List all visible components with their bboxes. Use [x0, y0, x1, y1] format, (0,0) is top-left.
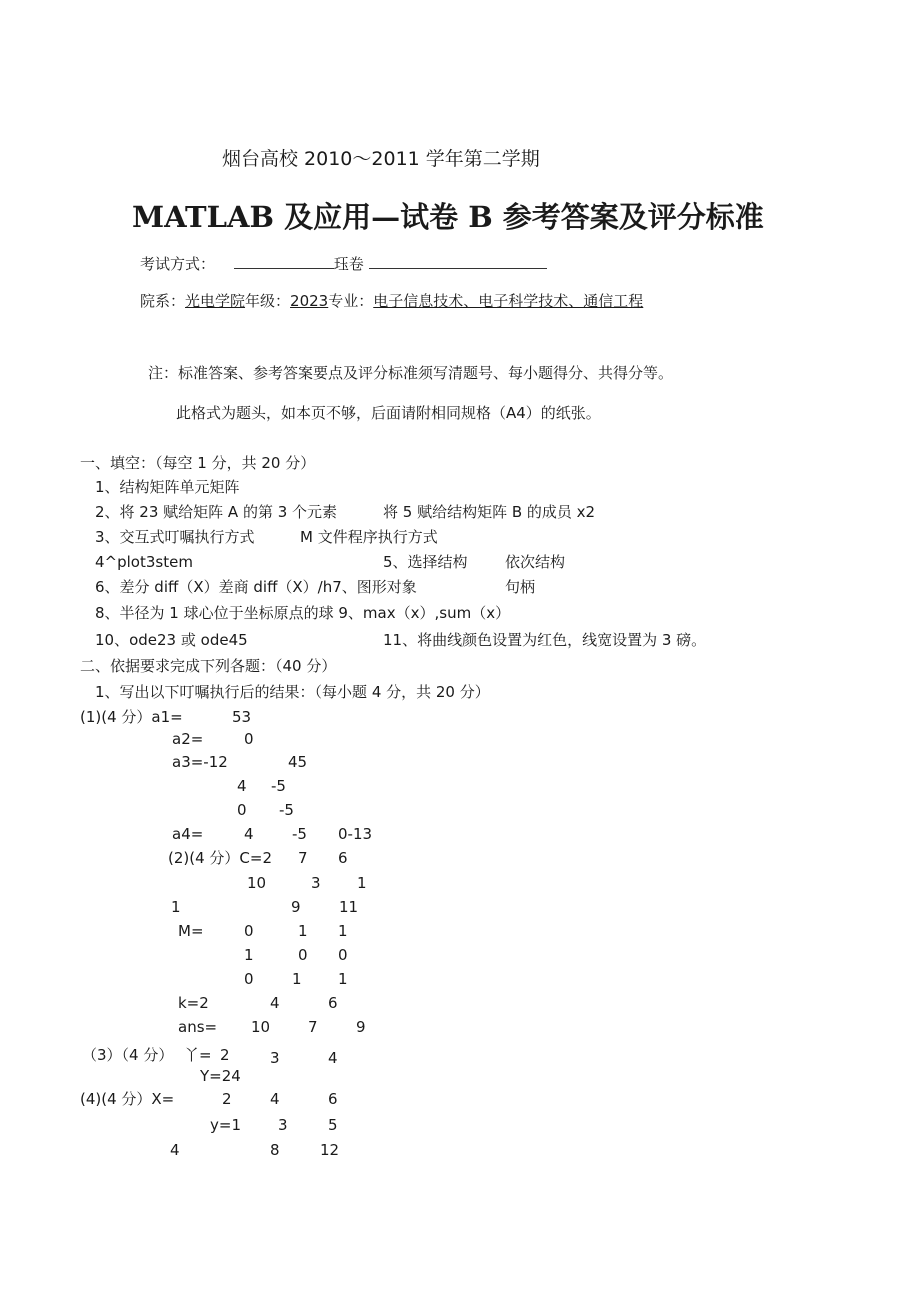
q2-k-label: k=2: [178, 994, 209, 1012]
q3-label: （3）（4 分）: [82, 1046, 174, 1064]
s1-line-7b: 11、将曲线颜色设置为红色，线宽设置为 3 磅。: [383, 631, 707, 649]
matrix-cell: 2: [220, 1046, 230, 1064]
matrix-cell: 0-13: [338, 825, 373, 843]
q1-a2-value: 0: [244, 730, 254, 748]
matrix-cell: 3: [270, 1049, 280, 1067]
matrix-cell: 6: [328, 1090, 338, 1108]
matrix-cell: 7: [298, 849, 308, 867]
s1-line-1: 1、结构矩阵单元矩阵: [95, 478, 240, 496]
q4-x-label: (4)(4 分）X=: [80, 1090, 175, 1108]
s1-line-5a: 6、差分 diff（X）差商 diff（X）/h7、图形对象: [95, 578, 417, 596]
note-standard: 注：标准答案、参考答案要点及评分标准须写清题号、每小题得分、共得分等。: [148, 364, 674, 382]
q1-a1-value: 53: [232, 708, 252, 726]
matrix-cell: 1: [244, 946, 254, 964]
matrix-cell: -5: [279, 801, 294, 819]
matrix-cell: 9: [356, 1018, 366, 1036]
semester-title: 烟台高校 2010～2011 学年第二学期: [222, 148, 540, 170]
matrix-cell: 9: [291, 898, 301, 916]
s1-line-4c: 依次结构: [505, 553, 566, 571]
matrix-cell: 7: [308, 1018, 318, 1036]
matrix-cell: 11: [339, 898, 359, 916]
matrix-cell: 12: [320, 1141, 340, 1159]
matrix-cell: 3: [311, 874, 321, 892]
matrix-cell: 1: [298, 922, 308, 940]
q2-ans-label: ans=: [178, 1018, 218, 1036]
matrix-cell: 1: [338, 970, 348, 988]
matrix-cell: 10: [247, 874, 267, 892]
section1-heading: 一、填空：（每空 1 分，共 20 分）: [80, 454, 316, 472]
exam-mode-blank-1: [234, 255, 334, 269]
q1-a2-label: a2=: [172, 730, 204, 748]
q1-a4-label: a4=: [172, 825, 204, 843]
grade-label: 年级：: [245, 292, 291, 310]
note-format: 此格式为题头，如本页不够，后面请附相同规格（A4）的纸张。: [176, 404, 601, 422]
matrix-cell: 2: [222, 1090, 232, 1108]
exam-mode-blank-2: [369, 255, 547, 269]
matrix-cell: 8: [270, 1141, 280, 1159]
s1-line-4b: 5、选择结构: [383, 553, 468, 571]
q3-y2: Y=24: [200, 1067, 241, 1085]
q3-y-label: [184, 1046, 212, 1064]
major-label: 专业：: [328, 292, 374, 310]
s1-line-3b: M 文件程序执行方式: [300, 528, 438, 546]
matrix-cell: 1: [171, 898, 181, 916]
s1-line-4a: 4^plot3stem: [95, 553, 193, 571]
matrix-cell: 6: [328, 994, 338, 1012]
s1-line-6: 8、半径为 1 球心位于坐标原点的球 9、max（x）,sum（x）: [95, 604, 511, 622]
matrix-cell: 1: [338, 922, 348, 940]
matrix-cell: 6: [338, 849, 348, 867]
q3-y-label-text: 丫=: [184, 1046, 212, 1064]
grade-value: 2023: [290, 292, 329, 310]
s1-line-5b: 句柄: [505, 578, 536, 596]
q4-y-label: y=1: [210, 1116, 241, 1134]
q1-a3-value: 45: [288, 753, 308, 771]
s1-line-7a: 10、ode23 或 ode45: [95, 631, 248, 649]
matrix-cell: 3: [278, 1116, 288, 1134]
q1-a3-label: a3=-12: [172, 753, 228, 771]
major-value: 电子信息技术、电子科学技术、通信工程: [373, 292, 644, 310]
exam-mode-value: 珏卷: [333, 255, 364, 273]
matrix-cell: 4: [270, 994, 280, 1012]
s1-line-3a: 3、交互式叮嘱执行方式: [95, 528, 255, 546]
matrix-cell: 4: [170, 1141, 180, 1159]
matrix-cell: 1: [292, 970, 302, 988]
s1-line-2a: 2、将 23 赋给矩阵 A 的第 3 个元素: [95, 503, 338, 521]
q2-m-label: M=: [178, 922, 204, 940]
department-row: [140, 292, 643, 310]
s2-sub1: 1、写出以下叮嘱执行后的结果：（每小题 4 分，共 20 分）: [95, 683, 490, 701]
matrix-cell: 0: [237, 801, 247, 819]
matrix-cell: 4: [270, 1090, 280, 1108]
matrix-cell: 0: [338, 946, 348, 964]
section2-heading: 二、依据要求完成下列各题：（40 分）: [80, 657, 337, 675]
matrix-cell: -5: [292, 825, 307, 843]
matrix-cell: -5: [271, 777, 286, 795]
s1-line-2b: 将 5 赋给结构矩阵 B 的成员 x2: [383, 503, 596, 521]
matrix-cell: 4: [244, 825, 254, 843]
exam-mode-row: [140, 255, 547, 273]
q2-c-label: (2)(4 分）C=2: [168, 849, 272, 867]
matrix-cell: 5: [328, 1116, 338, 1134]
q1-a1-label: (1)(4 分）a1=: [80, 708, 183, 726]
dept-value: 光电学院: [185, 292, 246, 310]
matrix-cell: 1: [357, 874, 367, 892]
matrix-cell: 4: [328, 1049, 338, 1067]
dept-label: 院系：: [140, 292, 186, 310]
matrix-cell: 4: [237, 777, 247, 795]
matrix-cell: 0: [298, 946, 308, 964]
matrix-cell: 10: [251, 1018, 271, 1036]
exam-mode-label: 考试方式：: [140, 255, 216, 273]
exam-title: MATLAB 及应用—试卷 B 参考答案及评分标准: [132, 200, 764, 234]
matrix-cell: 0: [244, 922, 254, 940]
matrix-cell: 0: [244, 970, 254, 988]
